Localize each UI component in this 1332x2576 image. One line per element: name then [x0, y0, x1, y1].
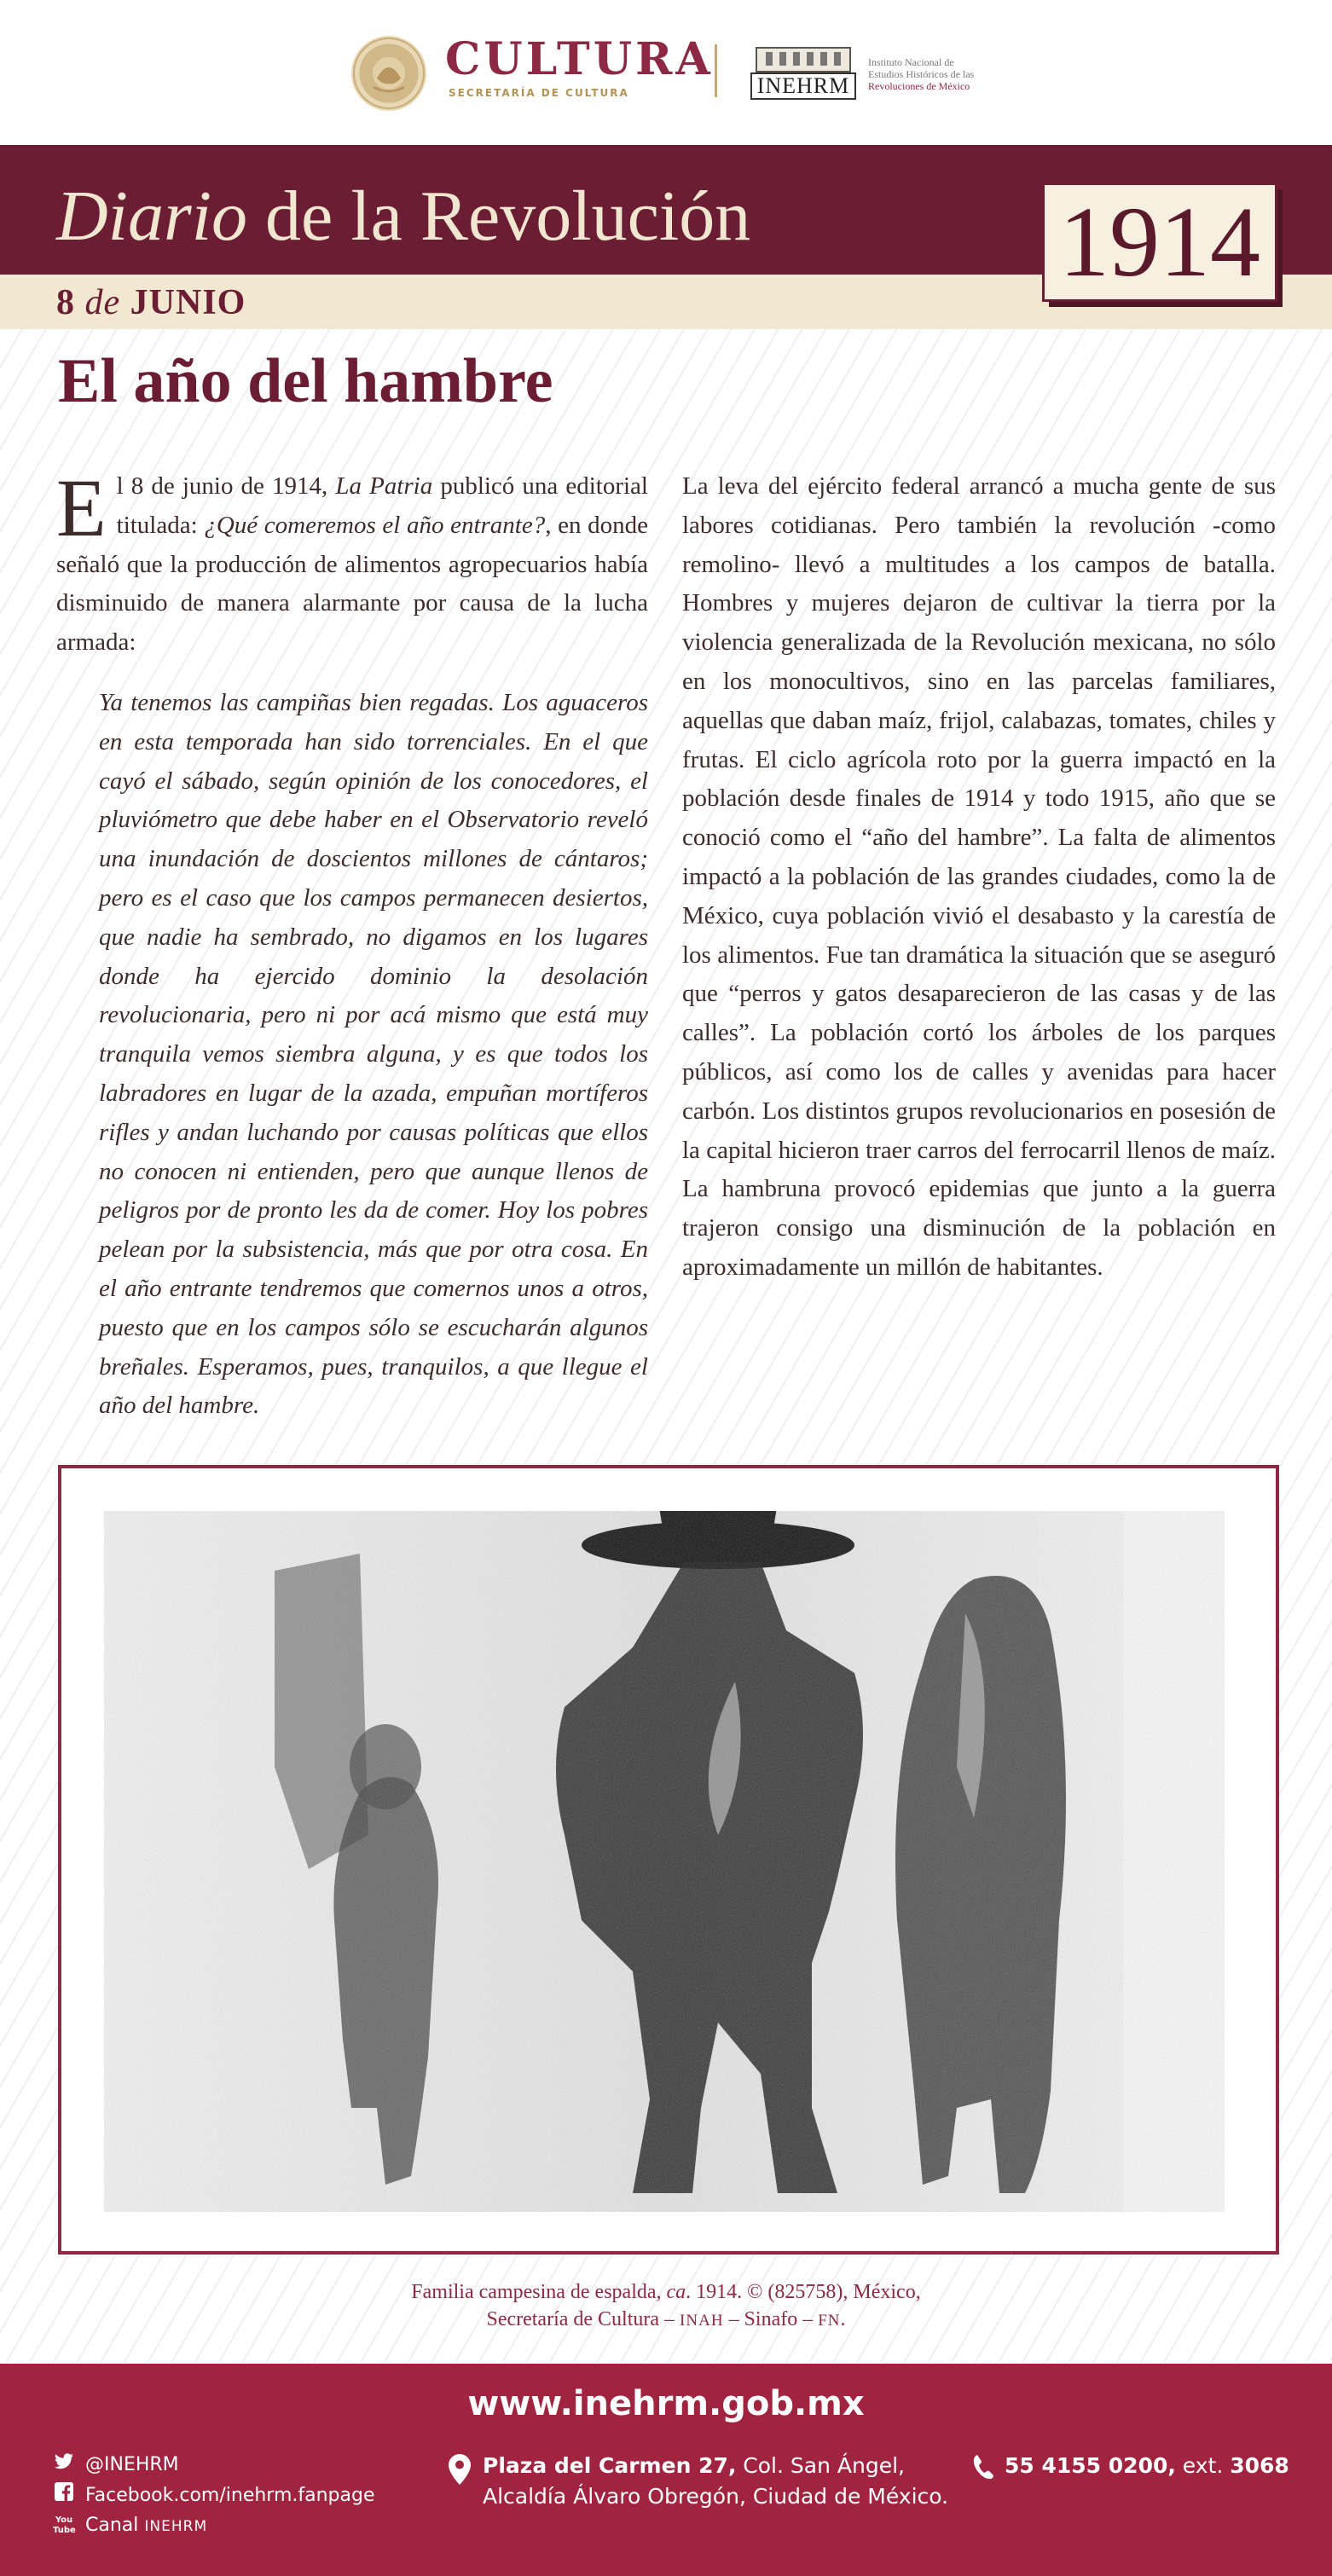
cultura-subtitle: SECRETARÍA DE CULTURA — [449, 87, 629, 99]
facebook-link[interactable]: Facebook.com/inehrm.fanpage — [53, 2482, 375, 2509]
page-title: Diario de la Revolución — [56, 177, 751, 256]
inehrm-logo-word: INEHRM — [750, 72, 856, 100]
coat-of-arms-icon — [351, 36, 426, 111]
youtube-icon: You Tube — [53, 2515, 76, 2535]
twitter-icon — [53, 2452, 75, 2478]
photo-caption: Familia campesina de espalda, ca. 1914. © (825758), México, Secretaría de Cultura – INAH – Sinafo – FN. — [411, 2281, 921, 2330]
intro-paragraph: El 8 de junio de 1914, La Patria publicó una editorial titulada: ¿Qué comeremos el año entrante?, en donde señaló que la producción de alimentos agropecuarios había disminuido de manera alarmante por causa de la lucha armada: — [56, 462, 648, 657]
cultura-logo-text: CULTURA — [445, 33, 714, 85]
body-paragraph: La leva del ejército federal arrancó a mucha gente de sus labores cotidianas. Pero también la revolución -como remolino- llevó a multitudes a los campos de batalla. Hombres y mujeres dejaron de cultivar la tierra por la violencia generalizada de la Revolución mexicana, no sólo en los monocultivos, sino en las parcelas familiares, aquellas que daban maíz, frijol, calabazas, tomates, chiles y frutas. El ciclo agrícola roto por la guerra impactó en la población desde finales de 1914 y todo 1915, año que se conoció como el “año del hambre”. La falta de alimentos impactó a la población de las grandes ciudades, como la de México, cuya población vivió el desabasto y la carestía de los alimentos. Fue tan dramática la situación que se aseguró que “perros y gatos desaparecieron de las casas y de las calles”. La población cortó los árboles de los parques públicos, así como los de calles y avenidas para hacer carbón. Los distintos grupos revolucionarios en posesión de la capital hicieron traer carros del ferrocarril llenos de maíz. La hambruna provocó epidemias que junto a la guerra trajeron consigo una disminución de la población en aproximadamente un millón de habitantes. — [682, 472, 1276, 1281]
youtube-link[interactable]: You Tube Canal INEHRM — [53, 2515, 208, 2536]
website-link[interactable]: www.inehrm.gob.mx — [467, 2384, 865, 2423]
inehrm-full-name: Instituto Nacional de Estudios Históricos de las Revoluciones de México — [868, 56, 975, 92]
phone-icon — [972, 2454, 994, 2483]
editorial-quote: Ya tenemos las campiñas bien regadas. Los aguaceros en esta temporada han sido torrenciales. En el que cayó el sábado, según opinión de los conocedores, el pluviómetro que debe haber en el Observatorio reveló una inundación de doscientos millones de cántaros; pero es el caso que los campos permanecen desiertos, que nadie ha sembrado, no digamos en los lugares donde ha ejercido dominio la desolación revolucionaria, pero ni por acá mismo que está muy tranquila vemos siembra alguna, y es que todos los labradores en lugar de la azada, empuñan mortíferos rifles y andan luchando por causas políticas que ellos no conocen ni entienden, pero que aunque llenos de peligros por de pronto les da de comer. Hoy los pobres pelean por la subsistencia, más que por otra cosa. En el año entrante tendremos que comernos unos a otros, puesto que en los campos sólo se escucharán algunos breñales. Esperamos, pues, tranquilos, a que llegue el año del hambre. — [99, 689, 648, 1420]
building-icon — [756, 47, 851, 72]
header-divider — [715, 44, 717, 97]
article-headline: El año del hambre — [58, 346, 553, 416]
facebook-icon — [53, 2482, 75, 2509]
year-label: 1914 — [1059, 186, 1260, 298]
historic-photo — [104, 1511, 1225, 2212]
address: Plaza del Carmen 27, Col. San Ángel, Alcaldía Álvaro Obregón, Ciudad de México. — [483, 2453, 949, 2509]
date-label: 8 de JUNIO — [56, 283, 246, 322]
twitter-link[interactable]: @INEHRM — [53, 2452, 179, 2478]
article-column-right — [682, 467, 1276, 1288]
article-column-left — [56, 462, 648, 663]
drop-cap: E — [56, 462, 107, 553]
inehrm-logo — [750, 47, 861, 100]
location-pin-icon — [449, 2454, 471, 2488]
phone-number[interactable]: 55 4155 0200, ext. 3068 — [1005, 2453, 1289, 2478]
